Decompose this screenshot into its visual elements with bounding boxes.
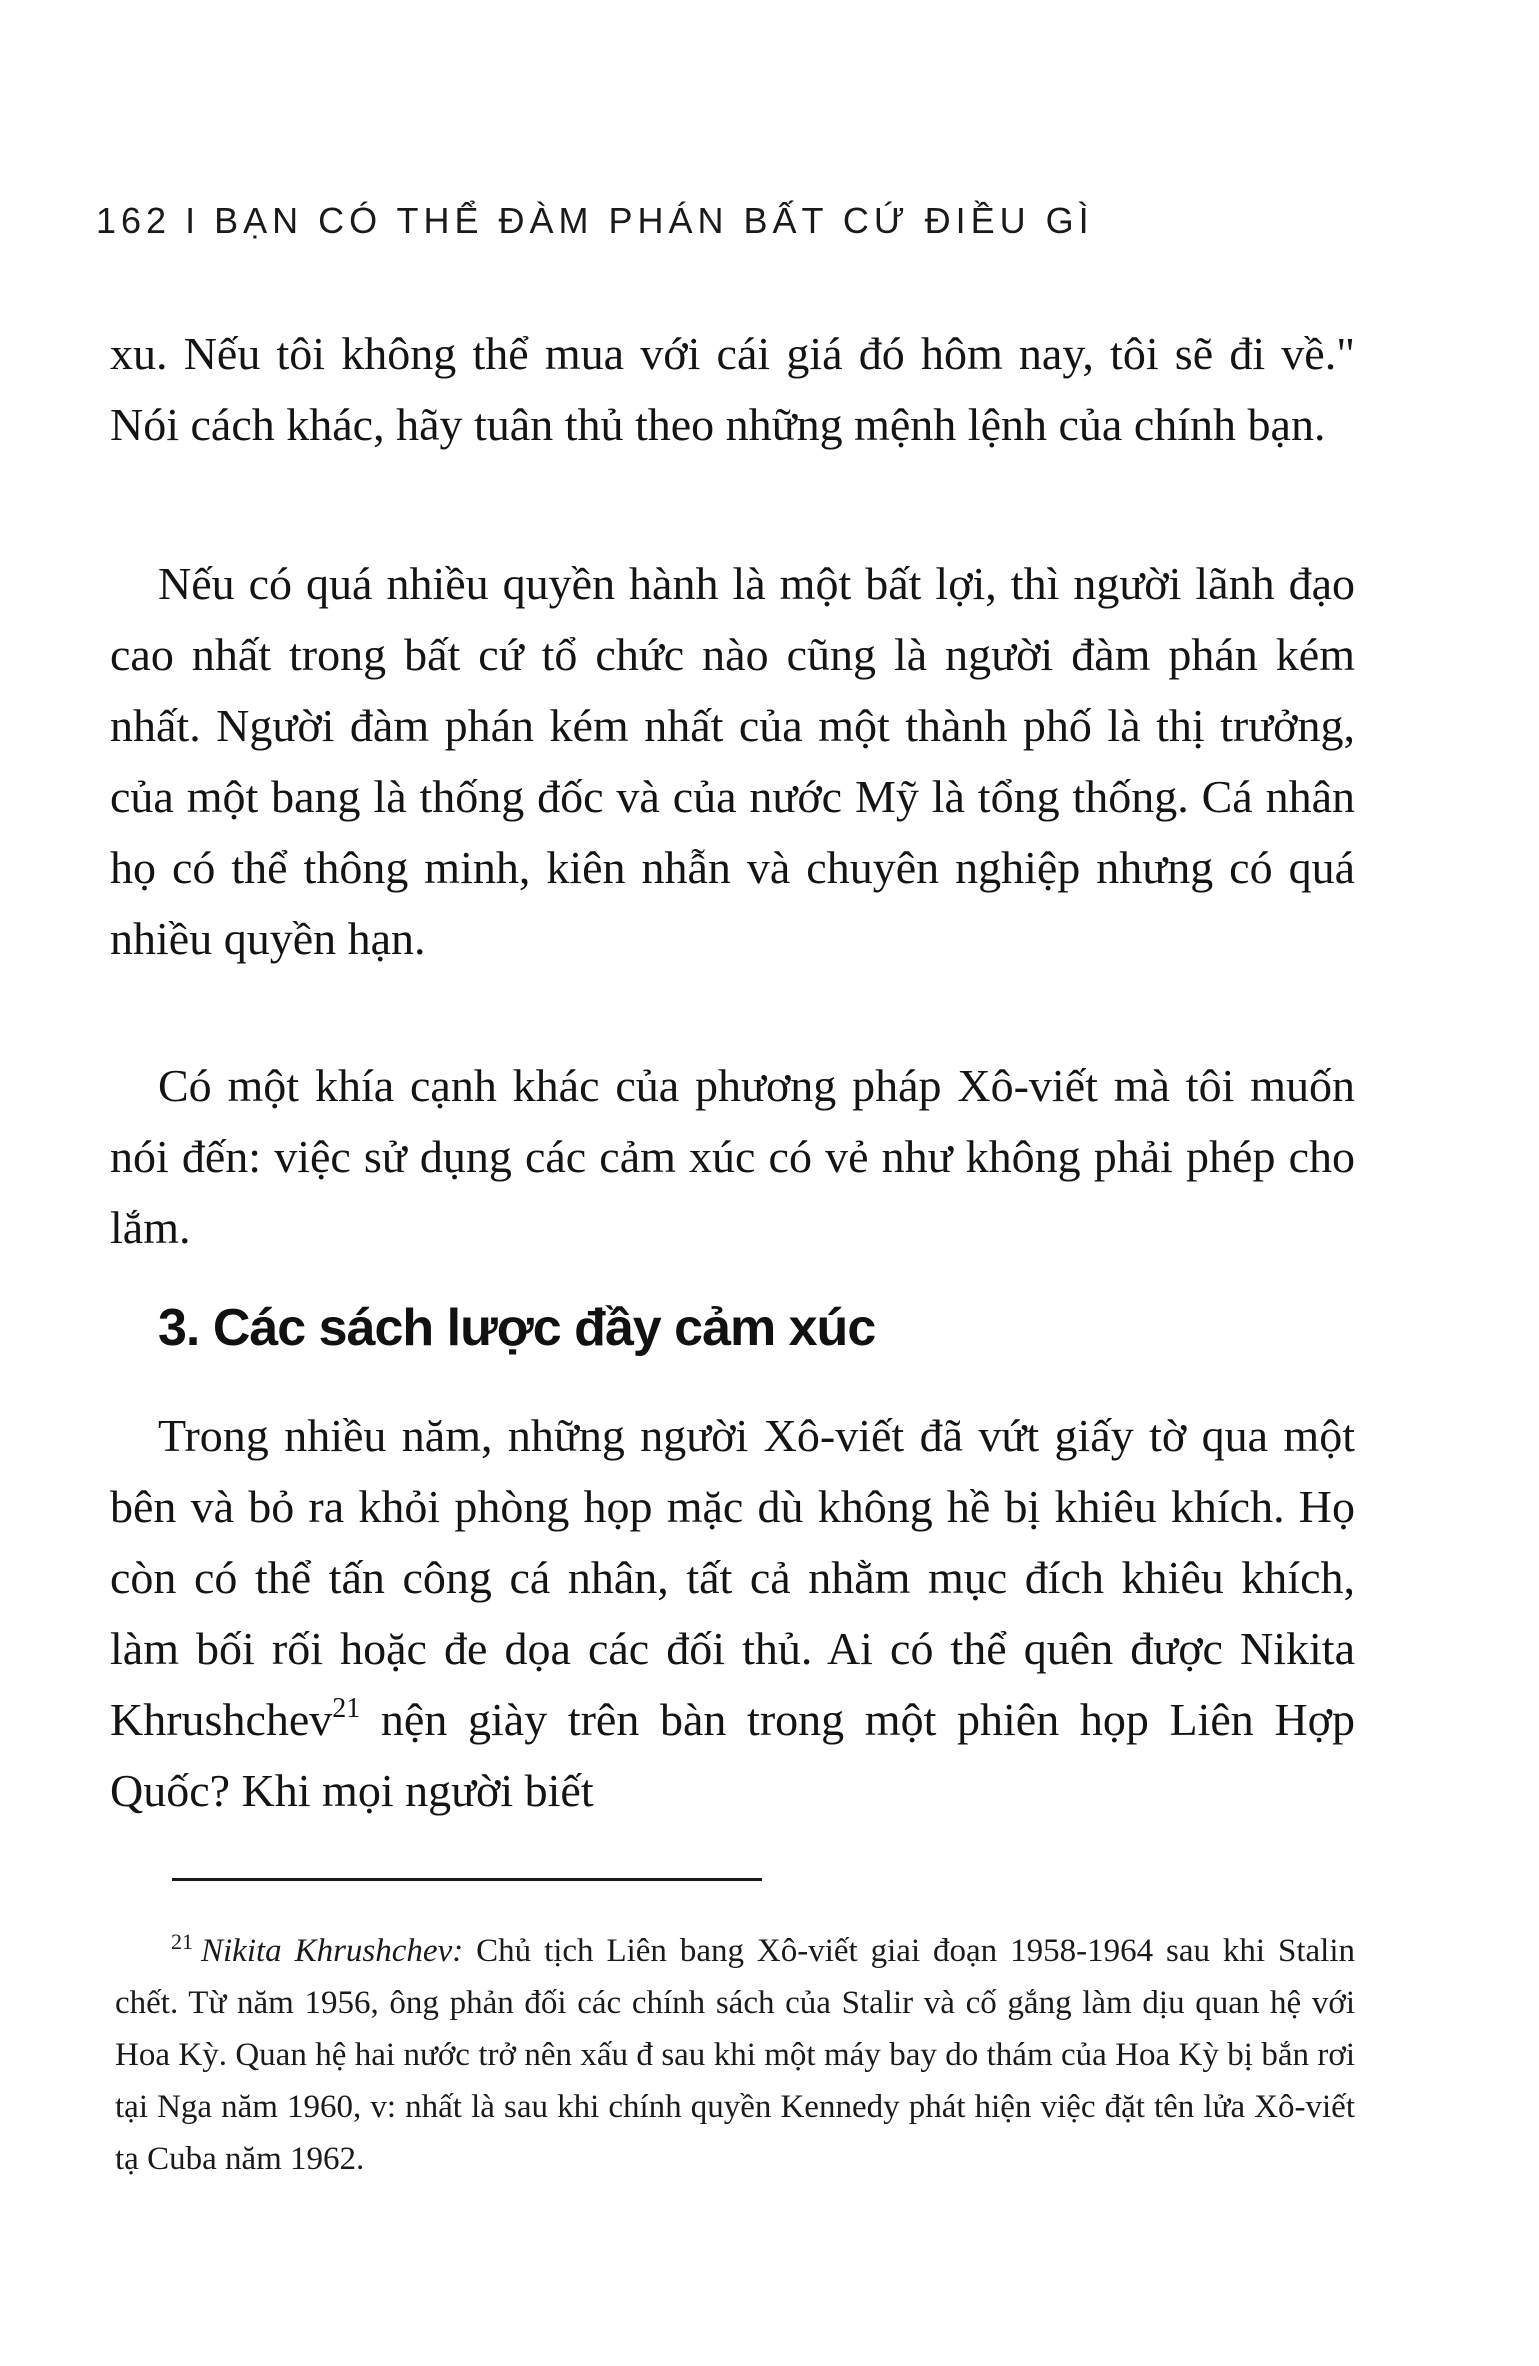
book-title: BẠN CÓ THỂ ĐÀM PHÁN BẤT CỨ ĐIỀU GÌ bbox=[214, 200, 1094, 241]
footnote-divider bbox=[172, 1878, 762, 1881]
footnote-text: Chủ tịch Liên bang Xô-viết giai đoạn 1958-1964 sau khi Stalin chết. Từ năm 1956, ông phản đối các chính sách của Stalir và cố gắng làm dịu quan hệ với Hoa Kỳ. Quan hệ hai nước trở nên xấu đ sau khi một máy bay do thám của Hoa Kỳ bị bắn rơi tại Nga năm 1960, v: nhất là sau khi chính quyền Kennedy phát hiện việc đặt tên lửa Xô-viết tạ Cuba năm 1962. bbox=[115, 1933, 1356, 2177]
paragraph-3 bbox=[110, 1050, 1355, 1263]
paragraph-1-text: xu. Nếu tôi không thể mua với cái giá đó hôm nay, tôi sẽ đi về." Nói cách khác, hãy tuân thủ theo những mệnh lệnh của chính bạn. bbox=[110, 328, 1355, 450]
running-header bbox=[96, 200, 1396, 242]
paragraph-4 bbox=[110, 1400, 1355, 1826]
paragraph-4-before-note: Trong nhiều năm, những người Xô-viết đã vứt giấy tờ qua một bên và bỏ ra khỏi phòng họp mặc dù không hề bị khiêu khích. Họ còn có thể tấn công cá nhân, tất cả nhằm mục đích khiêu khích, làm bối rối hoặc đe dọa các đối thủ. Ai có thể quên được Nikita Khrushchev bbox=[110, 1410, 1355, 1745]
paragraph-3-text: Có một khía cạnh khác của phương pháp Xô-viết mà tôi muốn nói đến: việc sử dụng các cảm xúc có vẻ như không phải phép cho lắm. bbox=[110, 1060, 1355, 1253]
footnote-reference: 21 bbox=[332, 1693, 361, 1724]
paragraph-2-text: Nếu có quá nhiều quyền hành là một bất lợi, thì người lãnh đạo cao nhất trong bất cứ tổ chức nào cũng là người đàm phán kém nhất. Người đàm phán kém nhất của một thành phố là thị trưởng, của một bang là thống đốc và của nước Mỹ là tổng thống. Cá nhân họ có thể thông minh, kiên nhẫn và chuyên nghiệp nhưng có quá nhiều quyền hạn. bbox=[110, 558, 1355, 964]
page-number: 162 bbox=[96, 200, 172, 241]
footnote-term: Nikita Khrushchev: bbox=[201, 1933, 464, 1969]
section-heading: 3. Các sách lược đầy cảm xúc bbox=[158, 1299, 876, 1357]
footnote-number: 21 bbox=[171, 1929, 193, 1954]
paragraph-4-text bbox=[110, 1400, 1355, 1826]
header-separator: I bbox=[185, 200, 201, 241]
paragraph-2 bbox=[110, 548, 1355, 974]
footnote bbox=[115, 1925, 1355, 2185]
paragraph-4-after-note: nện giày trên bàn trong một phiên họp Liên Hợp Quốc? Khi mọi người biết bbox=[110, 1694, 1355, 1816]
paragraph-1 bbox=[110, 318, 1355, 460]
